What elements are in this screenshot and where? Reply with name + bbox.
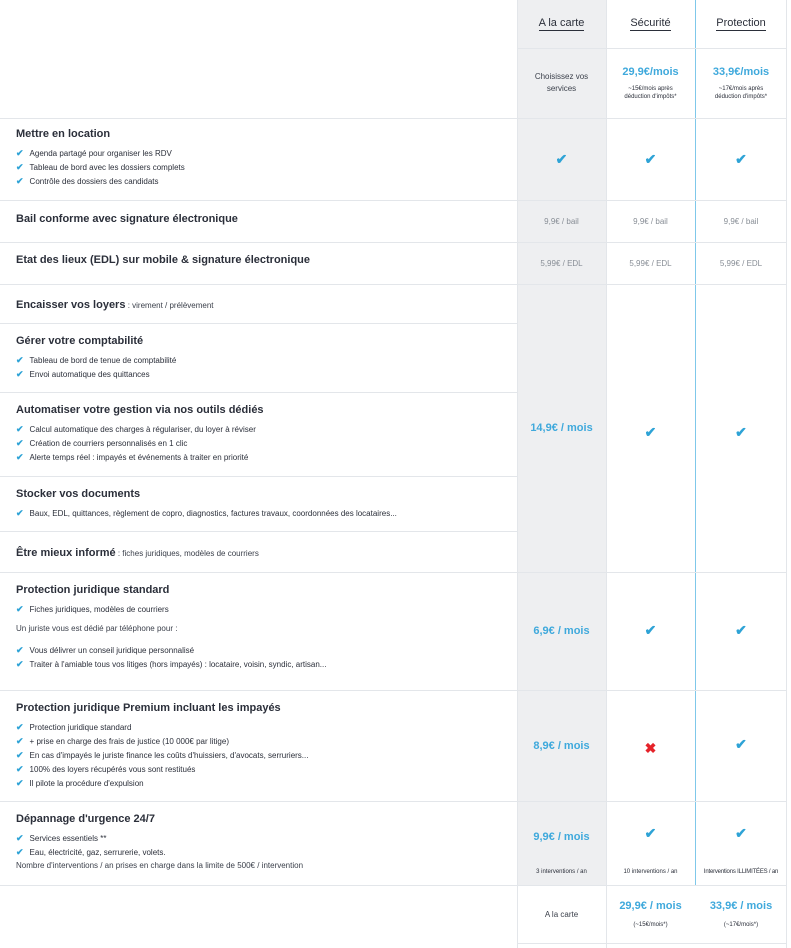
check-icon: ✔ <box>16 147 24 158</box>
feature-item: ✔ 100% des loyers récupérés vous sont restitués <box>16 763 196 774</box>
edl-price-a-la-carte: 5,99€ / EDL <box>540 258 583 268</box>
check-icon: ✔ <box>735 423 747 440</box>
check-icon: ✔ <box>16 846 24 857</box>
depannage-note-securite: 10 interventions / an <box>623 869 678 875</box>
feature-item: ✔ Création de courriers personnalisés en 1 clic <box>16 437 188 448</box>
check-icon: ✔ <box>16 763 24 774</box>
feature-juridique <box>16 584 511 671</box>
check-icon: ✔ <box>16 777 24 788</box>
feature-depannage <box>16 813 511 870</box>
column-header-a-la-carte <box>517 0 606 48</box>
check-icon: ✔ <box>16 658 24 669</box>
feature-item: ✔ Protection juridique standard <box>16 721 132 732</box>
check-icon: ✔ <box>735 150 747 167</box>
check-icon: ✔ <box>644 423 657 440</box>
feature-item: ✔ Agenda partagé pour organiser les RDV <box>16 147 172 158</box>
check-icon: ✔ <box>16 451 24 462</box>
column-header-protection <box>696 0 786 48</box>
check-icon: ✔ <box>735 621 747 638</box>
feature-title: Dépannage d'urgence 24/7 <box>16 813 155 825</box>
feature-title: Bail conforme avec signature électronique <box>16 213 238 225</box>
protection-header-price: 33,9€/mois ~17€/mois après déduction d'impôts* <box>712 66 770 100</box>
check-icon: ✔ <box>735 825 747 841</box>
feature-item: ✔ Alerte temps réel : impayés et événements à traiter en priorité <box>16 451 249 462</box>
depannage-note-protection: Interventions ILLIMITÉES / an <box>703 869 779 875</box>
feature-title: Encaisser vos loyers <box>16 299 126 311</box>
feature-compta <box>16 335 511 381</box>
cross-icon: ✖ <box>644 739 657 756</box>
check-icon: ✔ <box>16 603 24 614</box>
feature-location <box>16 128 511 188</box>
feature-item: ✔ Baux, EDL, quittances, règlement de copro, diagnostics, factures travaux, coordonnées des locataires... <box>16 507 397 518</box>
check-icon: ✔ <box>16 354 24 365</box>
depannage-price-a-la-carte: 9,9€ / mois <box>533 831 590 843</box>
column-label: Sécurité <box>630 17 671 29</box>
feature-title: Protection juridique Premium incluant les impayés <box>16 702 281 714</box>
column-header-securite <box>606 0 695 48</box>
footer-protection: 33,9€ / mois (~17€/mois*) <box>709 900 773 928</box>
a-la-carte-intro: Choisissez vos services <box>534 72 589 93</box>
feature-item: ✔ Envoi automatique des quittances <box>16 368 150 379</box>
column-label: Protection <box>716 17 766 29</box>
feature-title: Être mieux informé <box>16 547 116 559</box>
feature-documents <box>16 488 511 520</box>
check-icon: ✔ <box>555 150 568 167</box>
feature-item: ✔ Services essentiels ** <box>16 832 107 843</box>
interventions-text: Nombre d'interventions / an prises en charge dans la limite de 500€ / intervention <box>16 861 304 870</box>
feature-item: ✔ Vous délivrer un conseil juridique personnalisé <box>16 644 195 655</box>
bail-price-protection: 9,9€ / bail <box>723 216 759 226</box>
footer-a-la-carte: A la carte <box>544 909 579 919</box>
feature-bail <box>16 213 511 225</box>
feature-item: ✔ Contrôle des dossiers des candidats <box>16 175 159 186</box>
check-icon: ✔ <box>16 832 24 843</box>
feature-title: Automatiser votre gestion via nos outils dédiés <box>16 404 264 416</box>
footer-securite: 29,9€ / mois (~15€/mois*) <box>619 900 682 928</box>
check-icon: ✔ <box>644 150 657 167</box>
feature-outils <box>16 404 511 464</box>
feature-edl <box>16 254 511 266</box>
group-price-a-la-carte: 14,9€ / mois <box>530 422 593 434</box>
securite-header-price: 29,9€/mois ~15€/mois après déduction d'impôts* <box>622 66 679 100</box>
check-icon: ✔ <box>16 423 24 434</box>
bail-price-a-la-carte: 9,9€ / bail <box>544 216 579 226</box>
feature-title: Stocker vos documents <box>16 488 141 500</box>
check-icon: ✔ <box>16 507 24 518</box>
feature-title: Mettre en location <box>16 128 111 140</box>
check-icon: ✔ <box>16 721 24 732</box>
feature-title: Gérer votre comptabilité <box>16 335 144 347</box>
feature-premium <box>16 702 511 790</box>
check-icon: ✔ <box>16 161 24 172</box>
check-icon: ✔ <box>735 735 747 752</box>
feature-item: ✔ Tableau de bord avec les dossiers complets <box>16 161 185 172</box>
feature-title: Protection juridique standard <box>16 584 170 596</box>
juridique-price-a-la-carte: 6,9€ / mois <box>533 625 590 637</box>
feature-title: Etat des lieux (EDL) sur mobile & signature électronique <box>16 254 311 266</box>
feature-loyers: Encaisser vos loyers : virement / prélèvement <box>16 299 214 311</box>
feature-item: ✔ Calcul automatique des charges à régulariser, du loyer à réviser <box>16 423 256 434</box>
check-icon: ✔ <box>16 368 24 379</box>
check-icon: ✔ <box>644 621 657 638</box>
feature-item: ✔ + prise en charge des frais de justice (10 000€ par litige) <box>16 735 229 746</box>
feature-item: ✔ Traiter à l'amiable tous vos litiges (hors impayés) : locataire, voisin, syndic, artisan... <box>16 658 327 669</box>
check-icon: ✔ <box>644 825 657 841</box>
check-icon: ✔ <box>16 437 24 448</box>
feature-informe: Être mieux informé : fiches juridiques, modèles de courriers <box>16 547 259 559</box>
depannage-note-a-la-carte: 3 interventions / an <box>536 869 587 875</box>
feature-item: ✔ Il pilote la procédure d'expulsion <box>16 777 144 788</box>
check-icon: ✔ <box>16 749 24 760</box>
premium-price-a-la-carte: 8,9€ / mois <box>533 739 590 752</box>
check-icon: ✔ <box>16 735 24 746</box>
bail-price-securite: 9,9€ / bail <box>633 216 668 226</box>
check-icon: ✔ <box>16 644 24 655</box>
feature-item: ✔ En cas d'impayés le juriste finance les coûts d'huissiers, d'avocats, serruriers... <box>16 749 309 760</box>
feature-item: ✔ Fiches juridiques, modèles de courriers <box>16 603 169 614</box>
juriste-text: Un juriste vous est dédié par téléphone pour : <box>16 624 178 633</box>
feature-item: ✔ Tableau de bord de tenue de comptabilité <box>16 354 177 365</box>
edl-price-protection: 5,99€ / EDL <box>719 258 763 268</box>
edl-price-securite: 5,99€ / EDL <box>629 258 672 268</box>
feature-item: ✔ Eau, électricité, gaz, serrurerie, volets. <box>16 846 166 857</box>
column-label: A la carte <box>538 17 585 29</box>
check-icon: ✔ <box>16 175 24 186</box>
